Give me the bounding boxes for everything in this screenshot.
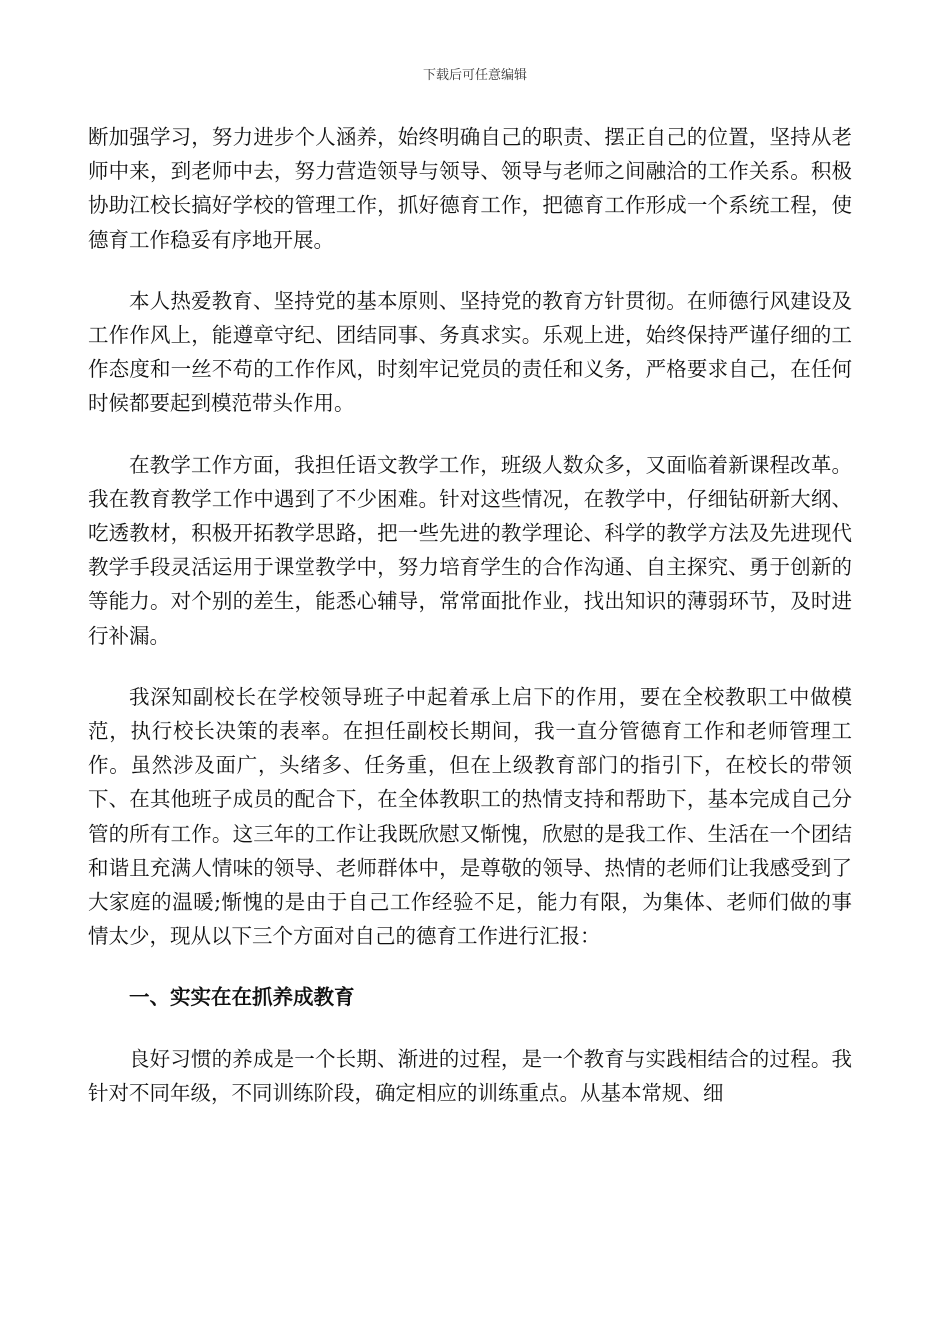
paragraph-1: 断加强学习，努力进步个人涵养，始终明确自己的职责、摆正自己的位置，坚持从老师中来，到老师中去，努力营造领导与领导、领导与老师之间融洽的工作关系。积极协助江校长搞好学校的管理工作，抓好德育工作，把德育工作形成一个系统工程，使德育工作稳妥有序地开展。 xyxy=(88,125,852,252)
paragraph-5: 良好习惯的养成是一个长期、渐进的过程，是一个教育与实践相结合的过程。我针对不同年级，不同训练阶段，确定相应的训练重点。从基本常规、细 xyxy=(88,1046,852,1105)
paragraph-4: 我深知副校长在学校领导班子中起着承上启下的作用，要在全校教职工中做模范，执行校长决策的表率。在担任副校长期间，我一直分管德育工作和老师管理工作。虽然涉及面广，头绪多、任务重，但在上级教育部门的指引下，在校长的带领下、在其他班子成员的配合下，在全体教职工的热情支持和帮助下，基本完成自己分管的所有工作。这三年的工作让我既欣慰又惭愧，欣慰的是我工作、生活在一个团结和谐且充满人情味的领导、老师群体中，是尊敬的领导、热情的老师们让我感受到了大家庭的温暖;惭愧的是由于自己工作经验不足，能力有限，为集体、老师们做的事情太少，现从以下三个方面对自己的德育工作进行汇报： xyxy=(88,684,852,949)
section-heading: 一、实实在在抓养成教育 xyxy=(129,985,355,1010)
document-body xyxy=(88,120,852,1137)
paragraph-2: 本人热爱教育、坚持党的基本原则、坚持党的教育方针贯彻。在师德行风建设及工作作风上，能遵章守纪、团结同事、务真求实。乐观上进，始终保持严谨仔细的工作态度和一丝不苟的工作作风，时刻牢记党员的责任和义务，严格要求自己，在任何时候都要起到模范带头作用。 xyxy=(88,288,852,416)
page-header: 下载后可任意编辑 xyxy=(422,68,527,83)
paragraph-3: 在教学工作方面，我担任语文教学工作，班级人数众多，又面临着新课程改革。我在教育教学工作中遇到了不少困难。针对这些情况，在教学中，仔细钻研新大纲、吃透教材，积极开拓教学思路，把一些先进的教学理论、科学的教学方法及先进现代教学手段灵活运用于课堂教学中，努力培育学生的合作沟通、自主探究、勇于创新的等能力。对个别的差生，能悉心辅导，常常面批作业，找出知识的薄弱环节，及时进行补漏。 xyxy=(88,452,852,648)
